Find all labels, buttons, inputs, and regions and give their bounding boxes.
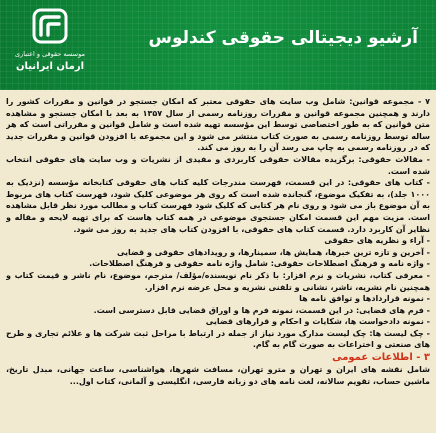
paragraph-opinions: - آراء و نظریه های حقوقی: [324, 236, 430, 246]
paragraph-laws: ۷ - مجموعه قوانین: شامل وب سایت های حقوقی معتبر که امکان جستجو در قوانین و مقررات کشور را دارند و همچنین مجموعه قوانین و مقررات روزنامه رسمی از سال ۱۳۵۷ به بعد با امکان جستجو و مشاهده متن قوانین که به طور اختصاصی توسط این مؤسسه تهیه شده است و شامل قوانین و مقرراتی است که هر ساله توسط روزنامه رسمی به صورت کتاب منتشر می شود و این مجموعه با افزودن قوانین و مقررات جدید که در روزنامه رسمی به چاپ می رسد آن را به روز می کند.: [6, 97, 430, 153]
paragraph-articles: - مقالات حقوقی: برگزیده مقالات حقوقی کاربردی و مفیدی از نشریات و وب سایت های حقوقی انتخاب شده است.: [6, 154, 430, 176]
paragraph-news: - آخرین و تازه ترین خبرها، همایش ها، سمینارها، و رویدادهای حقوقی و قضایی: [116, 247, 430, 257]
document-body: [6, 96, 430, 430]
paragraph-forms: - فرم های قضایی: در این قسمت، نمونه فرم ها و اوراق قضایی قابل دسترسی است.: [93, 305, 430, 315]
section-text: شامل نقشه های ایران و تهران و مترو تهران، مسافت شهرها، هواشناسی، ساعت جهانی، مبدل تاریخ، ماشین حساب، تقویم سالانه، لغت نامه های دو زبانه فارسی، انگلیسی و آلمانی، کتاب اول...: [6, 365, 430, 386]
paragraph-checklists: - چک لیست ها: چک لیست مدارک مورد نیاز از جمله در ارتباط با مراحل ثبت شرکت ها و علائم تجاری و طرح های صنعتی و اختراعات به صورت گام به گام.: [6, 328, 430, 350]
paragraph-books: - کتاب های حقوقی: در این قسمت، فهرست مندرجات کلیه کتاب های حقوقی کتابخانه مؤسسه (نزدیک به ۱۰۰۰ جلد)، به تفکیک موضوع، گنجانده شده است که روی هر موضوعی کلیک شود، فهرست کتاب های مربوط به آن موضوع باز می شود و روی نام هر کتابی که کلیک شود فهرست کتاب و مطالب مورد نظر قابل مشاهده است. مزیت مهم این قسمت امکان جستجوی موضوعی در همه کتاب هاست که برای تهیه لایحه و مقاله و نظایر آن کاربرد دارد. قسمت کتاب های حقوقی، با افزودن کتاب های جدید به روز می شود.: [6, 178, 430, 234]
logo: [4, 6, 96, 82]
paragraph-book-intro: - معرفی کتاب، نشریات و نرم افزار: با ذکر نام نویسنده/مؤلف/ مترجم، موضوع، نام ناشر و قیمت کتاب و همچنین نام نشریه، ناشر، نشانی و تلفنی نشریه و محل عرضه نرم افزار.: [6, 270, 430, 292]
paragraph-contracts: - نمونه قراردادها و توافق نامه ها: [299, 294, 430, 304]
section-heading: ۳ - اطلاعات عمومی: [332, 352, 430, 364]
header-banner: [0, 0, 436, 90]
logo-mark-icon: [32, 8, 68, 44]
logo-subtitle: موسسه حقوقی و اعتباری: [15, 50, 85, 58]
page-title: آرشیو دیجیتالی حقوقی کندلوس: [148, 28, 418, 48]
paragraph-petitions: - نمونه دادخواست ها، شکایات و احکام و قرارهای قضایی: [205, 317, 430, 327]
logo-name: ارمان ایرانیان: [15, 61, 85, 72]
paragraph-glossary: - واژه نامه و فرهنگ اصطلاحات حقوقی: شامل واژه نامه حقوقی و فرهنگ اصطلاحات.: [89, 259, 430, 269]
